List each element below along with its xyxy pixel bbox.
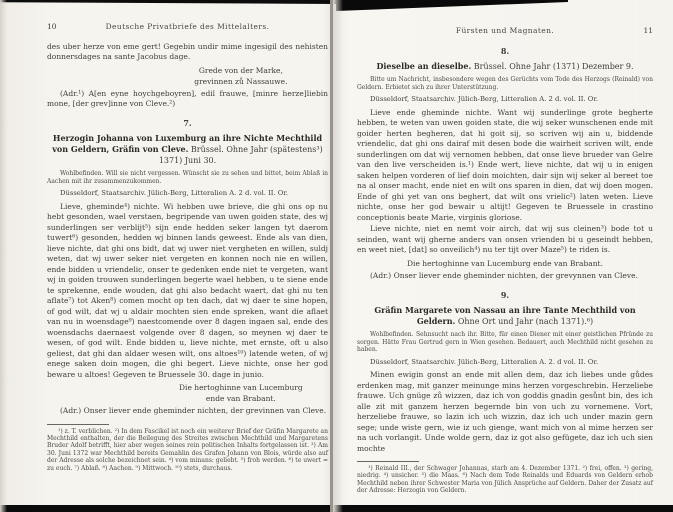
scan-edge-left xyxy=(0,0,7,512)
letter-7-address: (Adr.) Onser liever ende gheminder nichten, der grevinnen van Cleve. xyxy=(60,406,327,415)
letter-8-address: (Adr.) Onser liever ende gheminder nichten, der grevynnen van Cleve. xyxy=(370,271,638,280)
letter-8-regest: Bitte um Nachricht, insbesondere wegen des Gerüchts vom Tode des Herzogs (Reinald) von Geldern. Erbietet sich zu ihrer Unterstützung. xyxy=(357,76,653,91)
scan-edge-top-left xyxy=(0,0,337,4)
letter-8-title xyxy=(357,61,653,72)
left-footnotes: ¹) z. T. verblichen. ²) In dem Fascikel ist noch ein weiterer Brief der Gräfin Margarete an Mechthild enthalten, der die Beilegung des Streites zwischen Mechthild und Margaretens Bruder Adolf betrifft, hier aber wegen seines rein politischen Inhalts fortgelassen ist. ³) Am 30. Juni 1372 war Mechthild bereits Gemahlin des Grafen Johann von Blois, würde also auf der Adresse als solche bezeichnet sein. ⁴) vom minans: geliebt. ⁵) froh werden. ⁶) te uwert = zu euch. ⁷) Ablaß. ⁸) Aachen. ⁹) Mittwoch. ¹⁰) stets, durchaus. xyxy=(47,427,328,472)
right-running-header: Fürsten und Magnaten. xyxy=(455,26,555,35)
letter-8-title-date: Brüssel. Ohne Jahr (1371) Dezember 9. xyxy=(471,62,634,71)
left-running-header: Deutsche Privatbriefe des Mittelalters. xyxy=(105,22,270,31)
letter-9-title xyxy=(357,305,653,327)
right-page-number: 11 xyxy=(643,26,653,35)
letter-8-title-bold: Dieselbe an dieselbe. xyxy=(376,61,472,71)
signature-line: Grede von der Marke, xyxy=(198,65,283,75)
carryover-signature xyxy=(159,65,322,87)
letter-7-signature xyxy=(159,382,322,404)
left-page-number: 10 xyxy=(47,22,57,31)
letter-7-title-bold: Herzogin Johanna von Luxemburg an ihre Nichte Mechthild von Geldern, Gräfin von Cleve. xyxy=(52,133,323,154)
signature-line: grevinnen zů Nassauwe. xyxy=(194,76,288,86)
right-page xyxy=(357,26,653,495)
letter-8-signature: Die hertoghinne van Lucemburg ende van Brabant. xyxy=(407,258,603,268)
scan-edge-top-right xyxy=(336,0,568,11)
letter-9-number: 9. xyxy=(500,289,510,300)
carryover-paragraph: des uber herze von eme gert! Gegebin undir mime ingesigil des nehisten donnersdages na sante Jacobus dage. xyxy=(47,41,328,61)
right-footnotes: ¹) Reinald III., der Schwager Johannas, starb am 4. Dezember 1371. ²) frei, offen. ³) gering, niedrig. ⁴) unsicher. ⁵) die Maas. ⁶) Nach dem Tode Reinalds und Eduards von Geldern erhob Mechthild neben ihrer Schwester Maria von Jülich Ansprüche auf Geldern. Daher der Zusatz auf der Adresse: Herzogin von Geldern. xyxy=(357,465,653,495)
letter-9-title-bold: Gräfin Margarete von Nassau an ihre Tante Mechthild von Geldern. xyxy=(374,305,636,326)
right-page-header xyxy=(357,26,653,37)
footnote-rule xyxy=(357,461,419,462)
carryover-address: (Adr.¹) A[en eyne hoychgeboyren], edil frauwe, [minre herze]liebin mone, [der grev]inne von Cleve.²) xyxy=(47,88,328,108)
letter-7-title-date: Brüssel. Ohne Jahr (spätestens³) 1371) Juni 30. xyxy=(158,145,323,165)
letter-9-body: Minen ewigin gonst an ende mit allen dem, daz ich liebes unde gůdes erdenken mag, mit ganzer meinunge mins herzen vorgeschrebin. Herzeliebe frauwe. Uch gnüge zů wizzen, daz ich von goddis gnadin gesůnt bin, des ich alle zit mit ganzem herzen begernde bin von uch zu vornemene. Vort, herzeliebe frauwe, so lazin ich uch wizzin, daz ich uch under mazin gern sege; unde wiste gern, wie iz uch gienge, want mich von al mime herzen ser na uch vorlangit. Unde wolde gern, daz iz got also gefügete, daz ich uch sien mochte xyxy=(357,370,653,453)
letter-8-body-2: Lieve nichte, niet en nemt voir airch, dat wij sus cleinen³) bode tot u seinden, want wij gherne anders van onsen vrienden bi u geseindt hebben, en weet niet, [dat] so onveilich⁴) nu ter tijt over Maze⁵) te riden is. xyxy=(357,224,653,254)
letter-7-regest: Wohlbefinden. Will sie nicht vergessen. Wünscht sie zu sehen und bittet, beim Ablaß in Aachen mit ihr zusammenzukommen. xyxy=(47,170,328,185)
left-page xyxy=(47,22,328,472)
signature-line: ende van Brabant. xyxy=(205,394,276,403)
letter-9-title-date: Ohne Ort und Jahr (nach 1371).⁶) xyxy=(455,317,594,326)
letter-7-number: 7. xyxy=(183,117,192,128)
letter-7-source: Düsseldorf, Staatsarchiv. Jülich-Berg, Litteralien A. 2 d. vol. II. Or. xyxy=(60,189,289,197)
footnote-rule xyxy=(47,424,109,425)
letter-7-body: Lieve, gheminde⁴) nichte. Wi hebben uwe brieve, die ghi ons op nu hebt gesonden, wael verstaen, begripende van uwen goiden state, des wj sunderlingen ser verblijt⁵) sijn ende hedden seker langen tyt daerom tuwert⁶) gesonden, hedden wj binnen lands geweest. Ende als van dien, lieve nichte, dat ghi ons bidt, dat wj uwer niet vergheten en willen, suldj weten, dat wj uwer seker niet vergeten en konnen noch nie en willen, ende bidden u vriendelic, onser te gedenken ende niet te vergeten, want wj in goiden trouwen sunderlingen begerte wael hebben, u te siene ende te sprekenne, ende wouden, dat ghi also bedacht waert, dat ghi nu ten aflate⁷) tot Aken⁸) comen mocht op ten dach, dat wj daer te sine hopen, of god wilt, dat wj u aldair mochten sien ende spreken, want die aflaet van nu in woensdage⁹) naestcomende over 8 dagen ingaen sal, ende des woensdachs daernaest volgende over 8 dagen, so meynen wj daer te wesen, of god wilt. Ende bidden u, lieve nichte, met ernste, oft u also geliest, dat ghi dan aldaer wesen wilt, ons altoes¹⁰) latende weten, of wj enege saken doin mogen, die ghi begert. Lieve nichte, onse her god beware u altoes! Gegeven te Bruessele 30. dage in junio. xyxy=(47,201,328,379)
letter-7-title xyxy=(47,133,328,166)
page-gutter-shadow xyxy=(333,0,343,512)
left-page-header xyxy=(47,22,328,33)
letter-8-number: 8. xyxy=(500,45,510,56)
signature-line: Die hertoghinne van Lucemburg xyxy=(179,383,303,392)
letter-9-regest: Wohlbefinden. Sehnsucht nach ihr. Bitte, für einen Diener mit einer geistlichen Pfründe zu sorgen. Hätte Frau Gertrud gern in Wien gesehen. Bedauert, auch Mechthild nicht gesehen zu haben. xyxy=(357,331,653,353)
letter-8-body: Lieve ende gheminde nichte. Want wij sunderlinge grote begherte hebben, te weten van uwen goiden state, die wij seker wunschenen ende mit goider herten begheren, dat hi goit sij, so scriven wij ain u, biddende vriendelic, dat ghi ons dairaf mit desen bode die wairheit scriven wilt, ende sunderlingen om dat wij vernomen hebben, dat onse lieve brueder van Gelre van den live verscheiden is.¹) Ende wert, lieve nichte, dat wij u in enigen saken helpen vorderen of lief doin moichten, dair sijn wij seker al bereet toe na al onser macht, ende niet en wilt ons sparen in dien, dat wij doen mogen. Ende of ghi yet van ons beghert, dat wilt ons vrielic²) laten weten. Lieve nichte, onse her god bewair u altijt! Gegeven te Bruessele in crastino conceptionis beate Marie, virginis gloriose. xyxy=(357,107,653,222)
letter-8-source: Düsseldorf, Staatsarchiv. Jülich-Berg, Litteralien A. 2 d. vol. II. Or. xyxy=(370,95,599,103)
letter-9-source: Düsseldorf, Staatsarchiv. Jülich-Berg, Litteralien A. 2. d vol. II. Or. xyxy=(370,357,599,366)
